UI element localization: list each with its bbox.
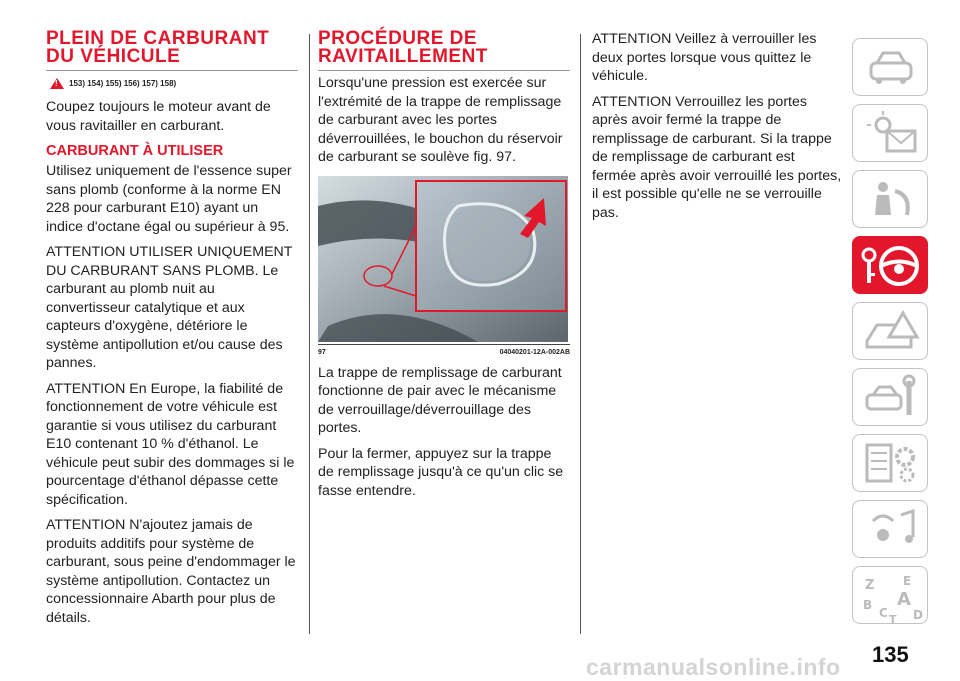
key-steering-wheel-icon (853, 237, 929, 295)
fuel-paragraph: Utilisez uniquement de l'essence super sans plomb (conforme à la norme EN 228 pour carburant E10) ayant un indice d'octane égal ou supérieur à 95. (46, 163, 292, 235)
warning-triangle-icon: ! (50, 78, 64, 89)
tab-dashboard[interactable] (852, 38, 928, 96)
warning-references (46, 78, 298, 89)
car-dashboard-icon (853, 39, 929, 97)
mechanism-paragraph: La trappe de remplissage de carburant fonctionne de pair avec le mécanisme de verrouillage/déverrouillage des portes. (318, 364, 562, 436)
column-divider (309, 34, 310, 634)
tab-warning-lights[interactable] (852, 104, 928, 162)
attention-lock-paragraph: ATTENTION Veillez à verrouiller les deux portes lorsque vous quittez le véhicule. (592, 31, 817, 84)
attention-additives-paragraph: ATTENTION N'ajoutez jamais de produits additifs pour système de carburant, sous peine d'endommager le système antipollution. Contactez un concessionnaire Abarth pour plus de détails. (46, 517, 296, 626)
maintenance-icon (853, 369, 929, 427)
tab-emergency[interactable] (852, 302, 928, 360)
reference-numbers: 153) 154) 155) 156) 157) 158) (69, 79, 177, 88)
tab-index[interactable] (852, 566, 928, 624)
column-left (46, 30, 298, 634)
fuel-door-photo (318, 176, 568, 342)
column-middle (318, 30, 570, 507)
column-divider (580, 34, 581, 634)
svg-text:B: B (863, 598, 873, 612)
procedure-paragraph: Lorsqu'une pression est exercée sur l'extrémité de la trappe de remplissage de carburant avec les portes déverrouillées, le bouchon du réservoir de carburant se soulève fig. 97. (318, 75, 563, 165)
tab-safety[interactable] (852, 170, 928, 228)
figure-code: 04040201-12A-002AB (499, 348, 570, 356)
svg-text:A: A (897, 589, 911, 610)
tab-multimedia[interactable] (852, 500, 928, 558)
svg-text:T: T (889, 613, 897, 625)
svg-text:D: D (913, 608, 923, 622)
tab-starting-driving[interactable] (852, 236, 928, 294)
chapter-tabs (852, 38, 930, 632)
tab-technical-data[interactable] (852, 434, 928, 492)
page-title: PLEIN DE CARBURANT DU VÉHICULE (46, 28, 270, 67)
page-number: 135 (872, 642, 909, 667)
figure (318, 176, 570, 356)
figure-caption (318, 344, 570, 356)
emergency-icon (853, 303, 929, 361)
section-heading: CARBURANT À UTILISER (46, 143, 224, 159)
title-divider (46, 70, 298, 71)
intro-paragraph: Coupez toujours le moteur avant de vous ravitailler en carburant. (46, 99, 271, 134)
multimedia-icon (853, 501, 929, 559)
technical-data-icon (853, 435, 929, 493)
attention-fuel-door-paragraph: ATTENTION Verrouillez les portes après avoir fermé la trappe de remplissage de carburant. Si la trappe de remplissage de carburant est fermée après avoir verrouillé les portes, il est possible qu'elle ne se verrouille pas. (592, 93, 842, 221)
column-right (592, 30, 842, 229)
figure-number: 97 (318, 348, 326, 356)
closing-paragraph: Pour la fermer, appuyez sur la trappe de remplissage jusqu'à ce qu'un clic se fasse entendre. (318, 445, 564, 499)
warning-lights-icon (853, 105, 929, 163)
tab-maintenance[interactable] (852, 368, 928, 426)
watermark: carmanualsonline.info (586, 654, 841, 680)
attention-europe-paragraph: ATTENTION En Europe, la fiabilité de fonctionnement de votre véhicule est garantie si vous utilisez du carburant E10 contenant 10 % d'éthanol. Le véhicule peut subir des dommages si le pourcentage d'éthanol dépasse cette spécification. (46, 380, 295, 508)
safety-airbag-icon (853, 171, 929, 229)
procedure-title: PROCÉDURE DE RAVITAILLEMENT (318, 28, 488, 67)
svg-text:C: C (879, 606, 888, 620)
svg-text:Z: Z (865, 578, 875, 593)
svg-text:E: E (903, 574, 912, 588)
attention-unleaded-paragraph: ATTENTION UTILISER UNIQUEMENT DU CARBURANT SANS PLOMB. Le carburant au plomb nuit au convertisseur catalytique et aux capteurs d'oxygène, détériore le système antipollution et/ou cause des pannes. (46, 244, 293, 371)
index-icon (853, 567, 929, 625)
title-divider (318, 70, 570, 71)
